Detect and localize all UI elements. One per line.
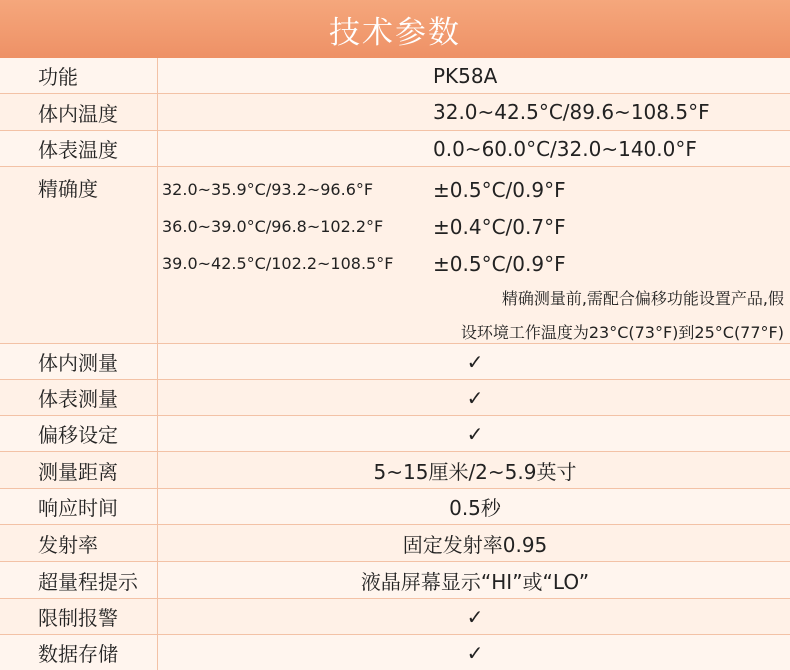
accuracy-value: ±0.5°C/0.9°F [433,177,566,202]
accuracy-item [158,245,790,282]
row-value: 5~15厘米/2~5.9英寸 [373,459,577,484]
accuracy-range: 36.0~39.0°C/96.8~102.2°F [162,217,384,236]
row-label: 体内测量 [0,344,158,379]
row-label: 发射率 [0,525,158,561]
row-label: 体表测量 [0,380,158,415]
accuracy-range: 39.0~42.5°C/102.2~108.5°F [162,254,394,273]
table-row [0,58,790,94]
accuracy-range: 32.0~35.9°C/93.2~96.6°F [162,180,374,199]
row-value: 固定发射率0.95 [402,532,548,557]
checkmark-icon: ✓ [466,349,484,374]
table-row [0,489,790,525]
row-label: 精确度 [0,167,158,343]
table-row [0,452,790,489]
checkmark-icon: ✓ [466,604,484,629]
row-label: 响应时间 [0,489,158,524]
row-label: 体表温度 [0,131,158,166]
table-row [0,562,790,599]
spec-table [0,58,790,670]
row-label: 体内温度 [0,94,158,130]
page-title: 技术参数 [0,0,790,58]
row-value: 32.0~42.5°C/89.6~108.5°F [433,100,710,124]
checkmark-icon: ✓ [466,640,484,665]
table-row [0,599,790,635]
accuracy-value: ±0.4°C/0.7°F [433,214,566,239]
table-row [0,380,790,416]
table-row [0,131,790,167]
row-label: 超量程提示 [0,562,158,598]
table-row [0,416,790,452]
table-row [0,525,790,562]
accuracy-item [158,208,790,245]
row-label: 功能 [0,58,158,93]
row-label: 偏移设定 [0,416,158,451]
table-row [0,94,790,131]
accuracy-value: ±0.5°C/0.9°F [433,251,566,276]
accuracy-details [158,167,790,343]
row-value: PK58A [433,63,498,88]
table-row [0,344,790,380]
accuracy-row [0,167,790,344]
accuracy-item [158,171,790,208]
checkmark-icon: ✓ [466,385,484,410]
accuracy-note-line2: 设环境工作温度为23°C(73°F)到25°C(77°F) [460,323,784,342]
row-value: 0.5秒 [449,496,501,520]
table-row [0,635,790,670]
row-label: 测量距离 [0,452,158,488]
row-label: 数据存储 [0,635,158,670]
row-label: 限制报警 [0,599,158,634]
row-value: 液晶屏幕显示“HI”或“LO” [360,569,590,594]
row-value: 0.0~60.0°C/32.0~140.0°F [433,136,697,161]
accuracy-note-line1: 精确测量前,需配合偏移功能设置产品,假 [501,289,784,308]
checkmark-icon: ✓ [466,421,484,446]
